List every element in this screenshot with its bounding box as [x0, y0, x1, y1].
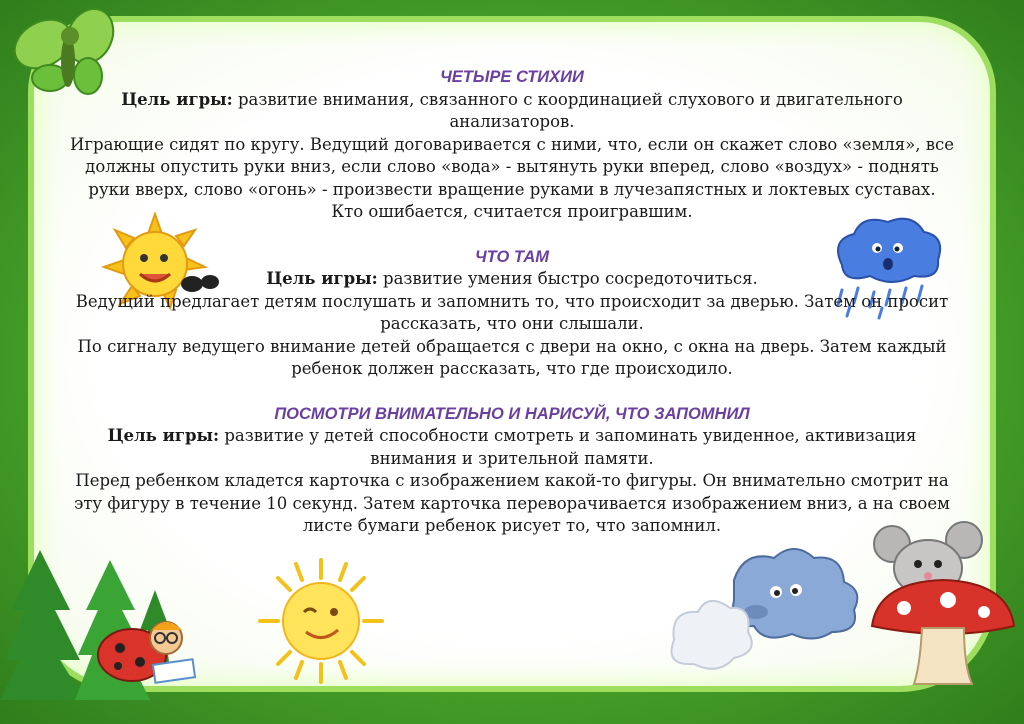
section-title: ПОСМОТРИ ВНИМАТЕЛЬНО И НАРИСУЙ, ЧТО ЗАПОМНИЛ: [274, 404, 750, 423]
ladybug-reader-icon: [92, 600, 202, 690]
goal-label: Цель игры:: [266, 269, 378, 288]
bright-sun-icon: [256, 556, 386, 686]
goal-line: [70, 268, 954, 291]
paragraph: Кто ошибается, считается проигравшим.: [331, 202, 693, 221]
goal-line: [70, 89, 954, 134]
paragraph: Перед ребенком кладется карточка с изображением какой-то фигуры. Он внимательно смотрит на эту фигуру в течение 10 секунд. Затем карточка переворачивается изображением вниз, а на своем листе бумаги ребенок рисует то, что запомнил.: [74, 471, 950, 535]
goal-label: Цель игры:: [107, 426, 220, 445]
goal-text: развитие у детей способности смотреть и запоминать увиденное, активизация внимания и зрительной памяти.: [219, 426, 917, 468]
wind-cloud-icon: [664, 540, 874, 680]
goal-line: [70, 425, 954, 470]
goal-text: развитие внимания, связанного с координацией слухового и двигательного анализаторов.: [232, 89, 903, 131]
mushroom-mouse-icon: [868, 516, 1018, 686]
section-title: ЧТО ТАМ: [474, 247, 550, 266]
section-four-elements: [70, 66, 954, 224]
goal-label: Цель игры:: [121, 89, 233, 109]
paragraph: По сигналу ведущего внимание детей обращается с двери на окно, с окна на дверь. Затем каждый ребенок должен рассказать, что где происходило.: [77, 336, 947, 378]
section-look-and-draw: [70, 403, 954, 538]
goal-text: развитие умения быстро сосредоточиться.: [377, 269, 758, 288]
section-what-is-there: [70, 246, 954, 381]
paragraph: Ведущий предлагает детям послушать и запомнить то, что происходит за дверью. Затем он просит рассказать, что они слышали.: [75, 291, 949, 333]
section-title: ЧЕТЫРЕ СТИХИИ: [440, 68, 584, 86]
paragraph: Играющие сидят по кругу. Ведущий договаривается с ними, что, если он скажет слово «земля», все должны опустить руки вниз, если слово «вода» - вытянуть руки вперед, слово «воздух» - поднять руки вверх, слово «огонь» - произвести вращение руками в лучезапястных и локтевых суставах.: [70, 134, 954, 199]
text-content: [70, 66, 954, 538]
